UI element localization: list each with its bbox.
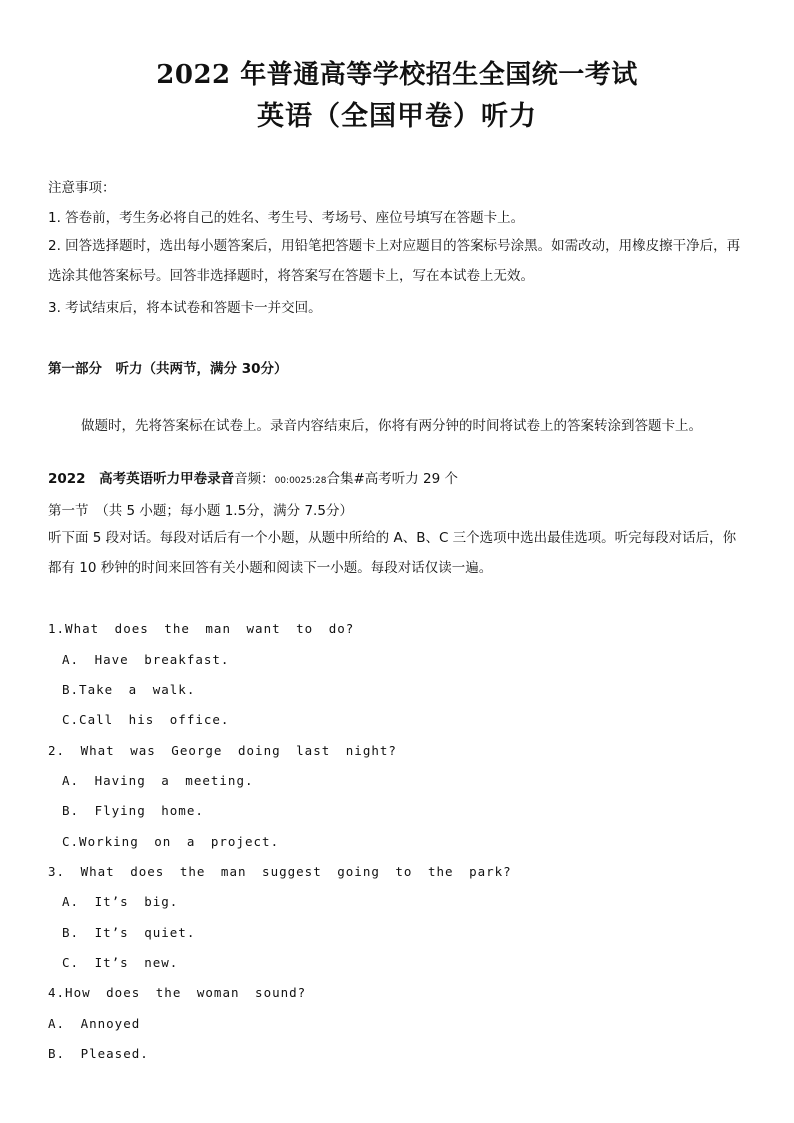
- question-2: 2. What was George doing last night?: [48, 743, 397, 758]
- section1-heading: 第一节 （共 5 小题；每小题 1.5分，满分 7.5分）: [48, 503, 353, 519]
- notes-heading: 注意事项：: [48, 180, 116, 196]
- audio-suffix: 音频：: [234, 471, 275, 487]
- section1-instruction: 听下面 5 段对话。每段对话后有一个小题，从题中所给的 A、B、C 三个选项中选出最佳选项。听完每段对话后，你都有 10 秒钟的时间来回答有关小题和阅读下一小题。每段对话仅读一遍。: [48, 530, 737, 576]
- question-3-option-a: A. It’s big.: [62, 894, 179, 909]
- question-1-option-b: B.Take a walk.: [62, 682, 196, 697]
- audio-tail: 合集#高考听力 29 个: [326, 471, 459, 487]
- audio-line: [48, 467, 458, 487]
- question-3-option-b: B. It’s quiet.: [62, 925, 196, 940]
- note-item-2: 2. 回答选择题时，选出每小题答案后，用铅笔把答题卡上对应题目的答案标号涂黑。如需改动，用橡皮擦干净后，再选涂其他答案标号。回答非选择题时，将答案写在答题卡上，写在本试卷上无效。: [48, 238, 741, 284]
- question-1: 1.What does the man want to do?: [48, 621, 355, 636]
- question-1-option-c: C.Call his office.: [62, 712, 230, 727]
- question-3: 3. What does the man suggest going to the park?: [48, 864, 512, 879]
- question-2-option-c: C.Working on a project.: [62, 834, 280, 849]
- part1-instruction: 做题时，先将答案标在试卷上。录音内容结束后，你将有两分钟的时间将试卷上的答案转涂到答题卡上。: [81, 418, 702, 434]
- question-4: 4.How does the woman sound?: [48, 985, 307, 1000]
- exam-subtitle: 英语（全国甲卷）听力: [257, 101, 537, 132]
- question-1-option-a: A. Have breakfast.: [62, 652, 230, 667]
- question-4-option-a: A. Annoyed: [48, 1016, 141, 1031]
- question-2-option-b: B. Flying home.: [62, 803, 204, 818]
- audio-label: 2022 高考英语听力甲卷录音: [48, 471, 235, 487]
- part1-heading: 第一部分 听力（共两节，满分 30分）: [48, 361, 288, 377]
- note-item-1: 1. 答卷前，考生务必将自己的姓名、考生号、考场号、座位号填写在答题卡上。: [48, 210, 525, 226]
- question-4-option-b: B. Pleased.: [48, 1046, 149, 1061]
- question-3-option-c: C. It’s new.: [62, 955, 179, 970]
- audio-time: 00:0025:28: [274, 476, 327, 486]
- question-2-option-a: A. Having a meeting.: [62, 773, 254, 788]
- exam-title: 2022 年普通高等学校招生全国统一考试: [156, 60, 638, 90]
- note-item-3: 3. 考试结束后，将本试卷和答题卡一并交回。: [48, 300, 322, 316]
